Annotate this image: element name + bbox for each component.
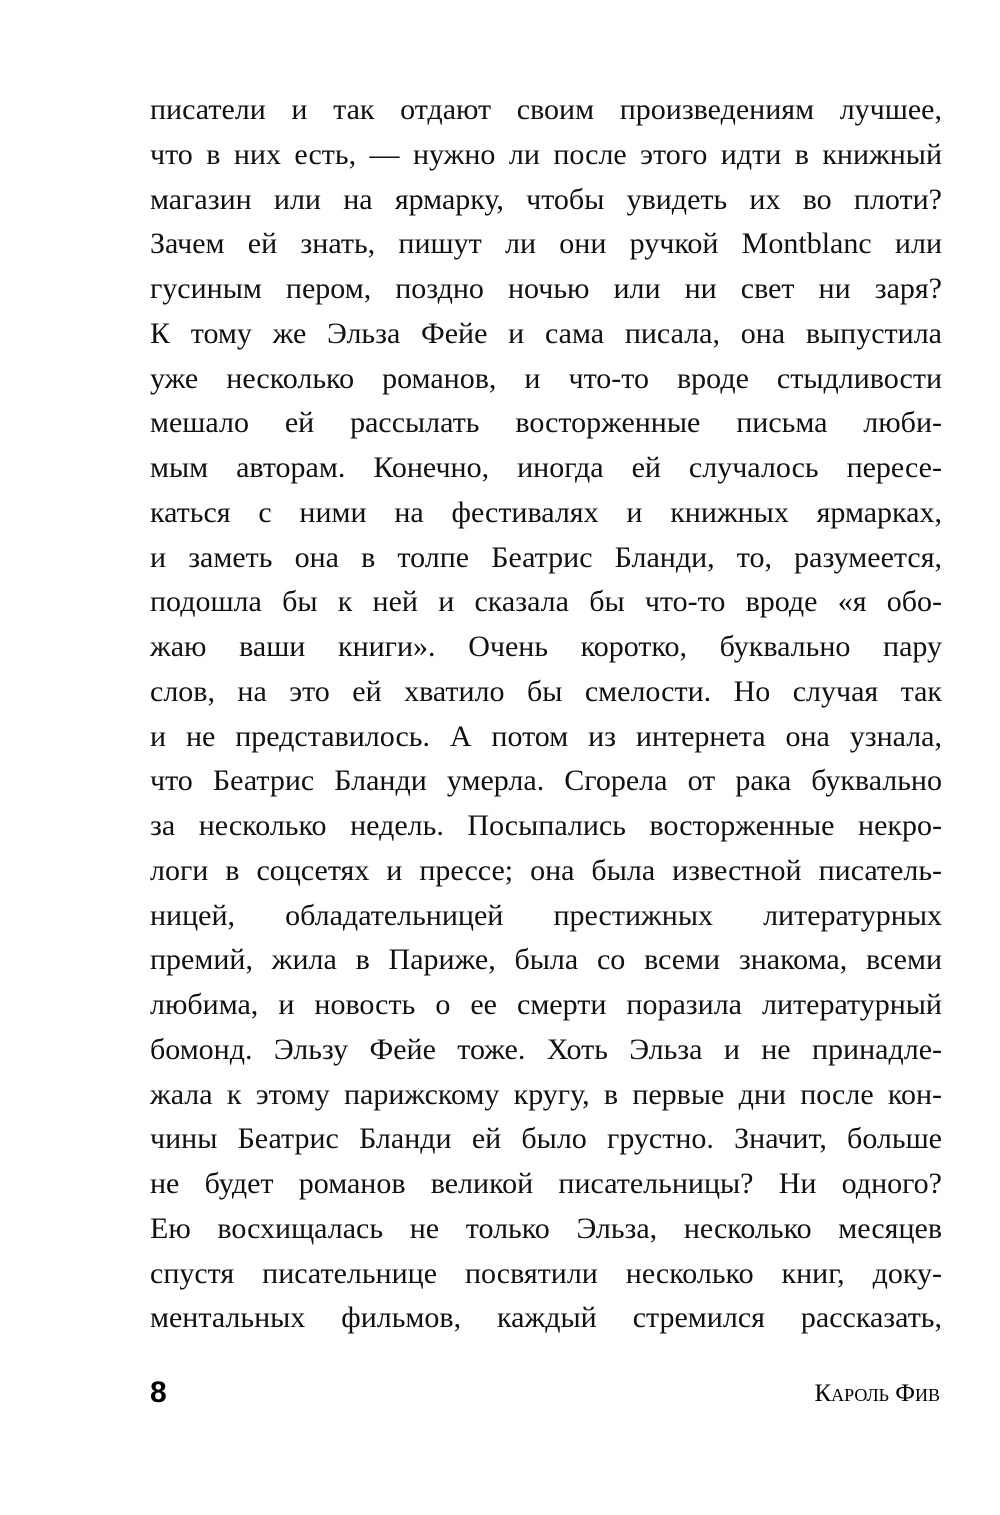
text-line: магазин или на ярмарку, чтобы увидеть их во плоти? <box>150 182 942 216</box>
text-line: что Беатрис Бланди умерла. Сгорела от рака буквально <box>150 764 942 798</box>
text-line: спустя писательнице посвятили несколько книг, доку- <box>150 1256 942 1290</box>
text-line: любима, и новость о ее смерти поразила литературный <box>150 988 942 1021</box>
text-line: каться с ними на фестивалях и книжных ярмарках, <box>150 495 942 529</box>
running-footer-author: Кароль Фив <box>814 1380 940 1407</box>
text-line: подошла бы к ней и сказала бы что-то вроде «я обо- <box>150 585 942 619</box>
text-line: ницей, обладательницей престижных литературных <box>150 898 942 932</box>
text-line: за несколько недель. Посыпались восторженные некро- <box>150 809 942 842</box>
text-line: мым авторам. Конечно, иногда ей случалось пересе- <box>150 451 942 484</box>
text-line: Ею восхищалась не только Эльза, несколько месяцев <box>150 1211 942 1245</box>
text-line: писатели и так отдают своим произведениям лучшее, <box>150 93 942 126</box>
text-line: что в них есть, — нужно ли после этого идти в книжный <box>150 137 942 171</box>
text-line: Зачем ей знать, пишут ли они ручкой Montblanc или <box>150 227 942 261</box>
body-text <box>150 88 942 1341</box>
text-line: бомонд. Эльзу Фейе тоже. Хоть Эльза и не принадле- <box>150 1032 942 1066</box>
text-line: слов, на это ей хватило бы смелости. Но случая так <box>150 674 942 708</box>
text-line: и заметь она в толпе Беатрис Бланди, то, разумеется, <box>150 540 942 574</box>
text-line: логи в соцсетях и прессе; она была известной писатель- <box>150 853 942 887</box>
text-line: не будет романов великой писательницы? Ни одного? <box>150 1167 942 1200</box>
page-number: 8 <box>150 1376 167 1409</box>
text-line: К тому же Эльза Фейе и сама писала, она выпустила <box>150 316 942 350</box>
text-line: премий, жила в Париже, была со всеми знакома, всеми <box>150 943 942 977</box>
text-line: мешало ей рассылать восторженные письма люби- <box>150 406 942 440</box>
text-line: ментальных фильмов, каждый стремился рассказать, <box>150 1301 942 1335</box>
text-line: чины Беатрис Бланди ей было грустно. Значит, больше <box>150 1122 942 1156</box>
text-line: уже несколько романов, и что-то вроде стыдливости <box>150 361 942 395</box>
text-line: и не представилось. А потом из интернета она узнала, <box>150 719 942 753</box>
text-line: жаю ваши книги». Очень коротко, буквально пару <box>150 630 942 663</box>
text-line: жала к этому парижскому кругу, в первые дни после кон- <box>150 1077 942 1111</box>
text-line: гусиным пером, поздно ночью или ни свет ни заря? <box>150 272 942 305</box>
